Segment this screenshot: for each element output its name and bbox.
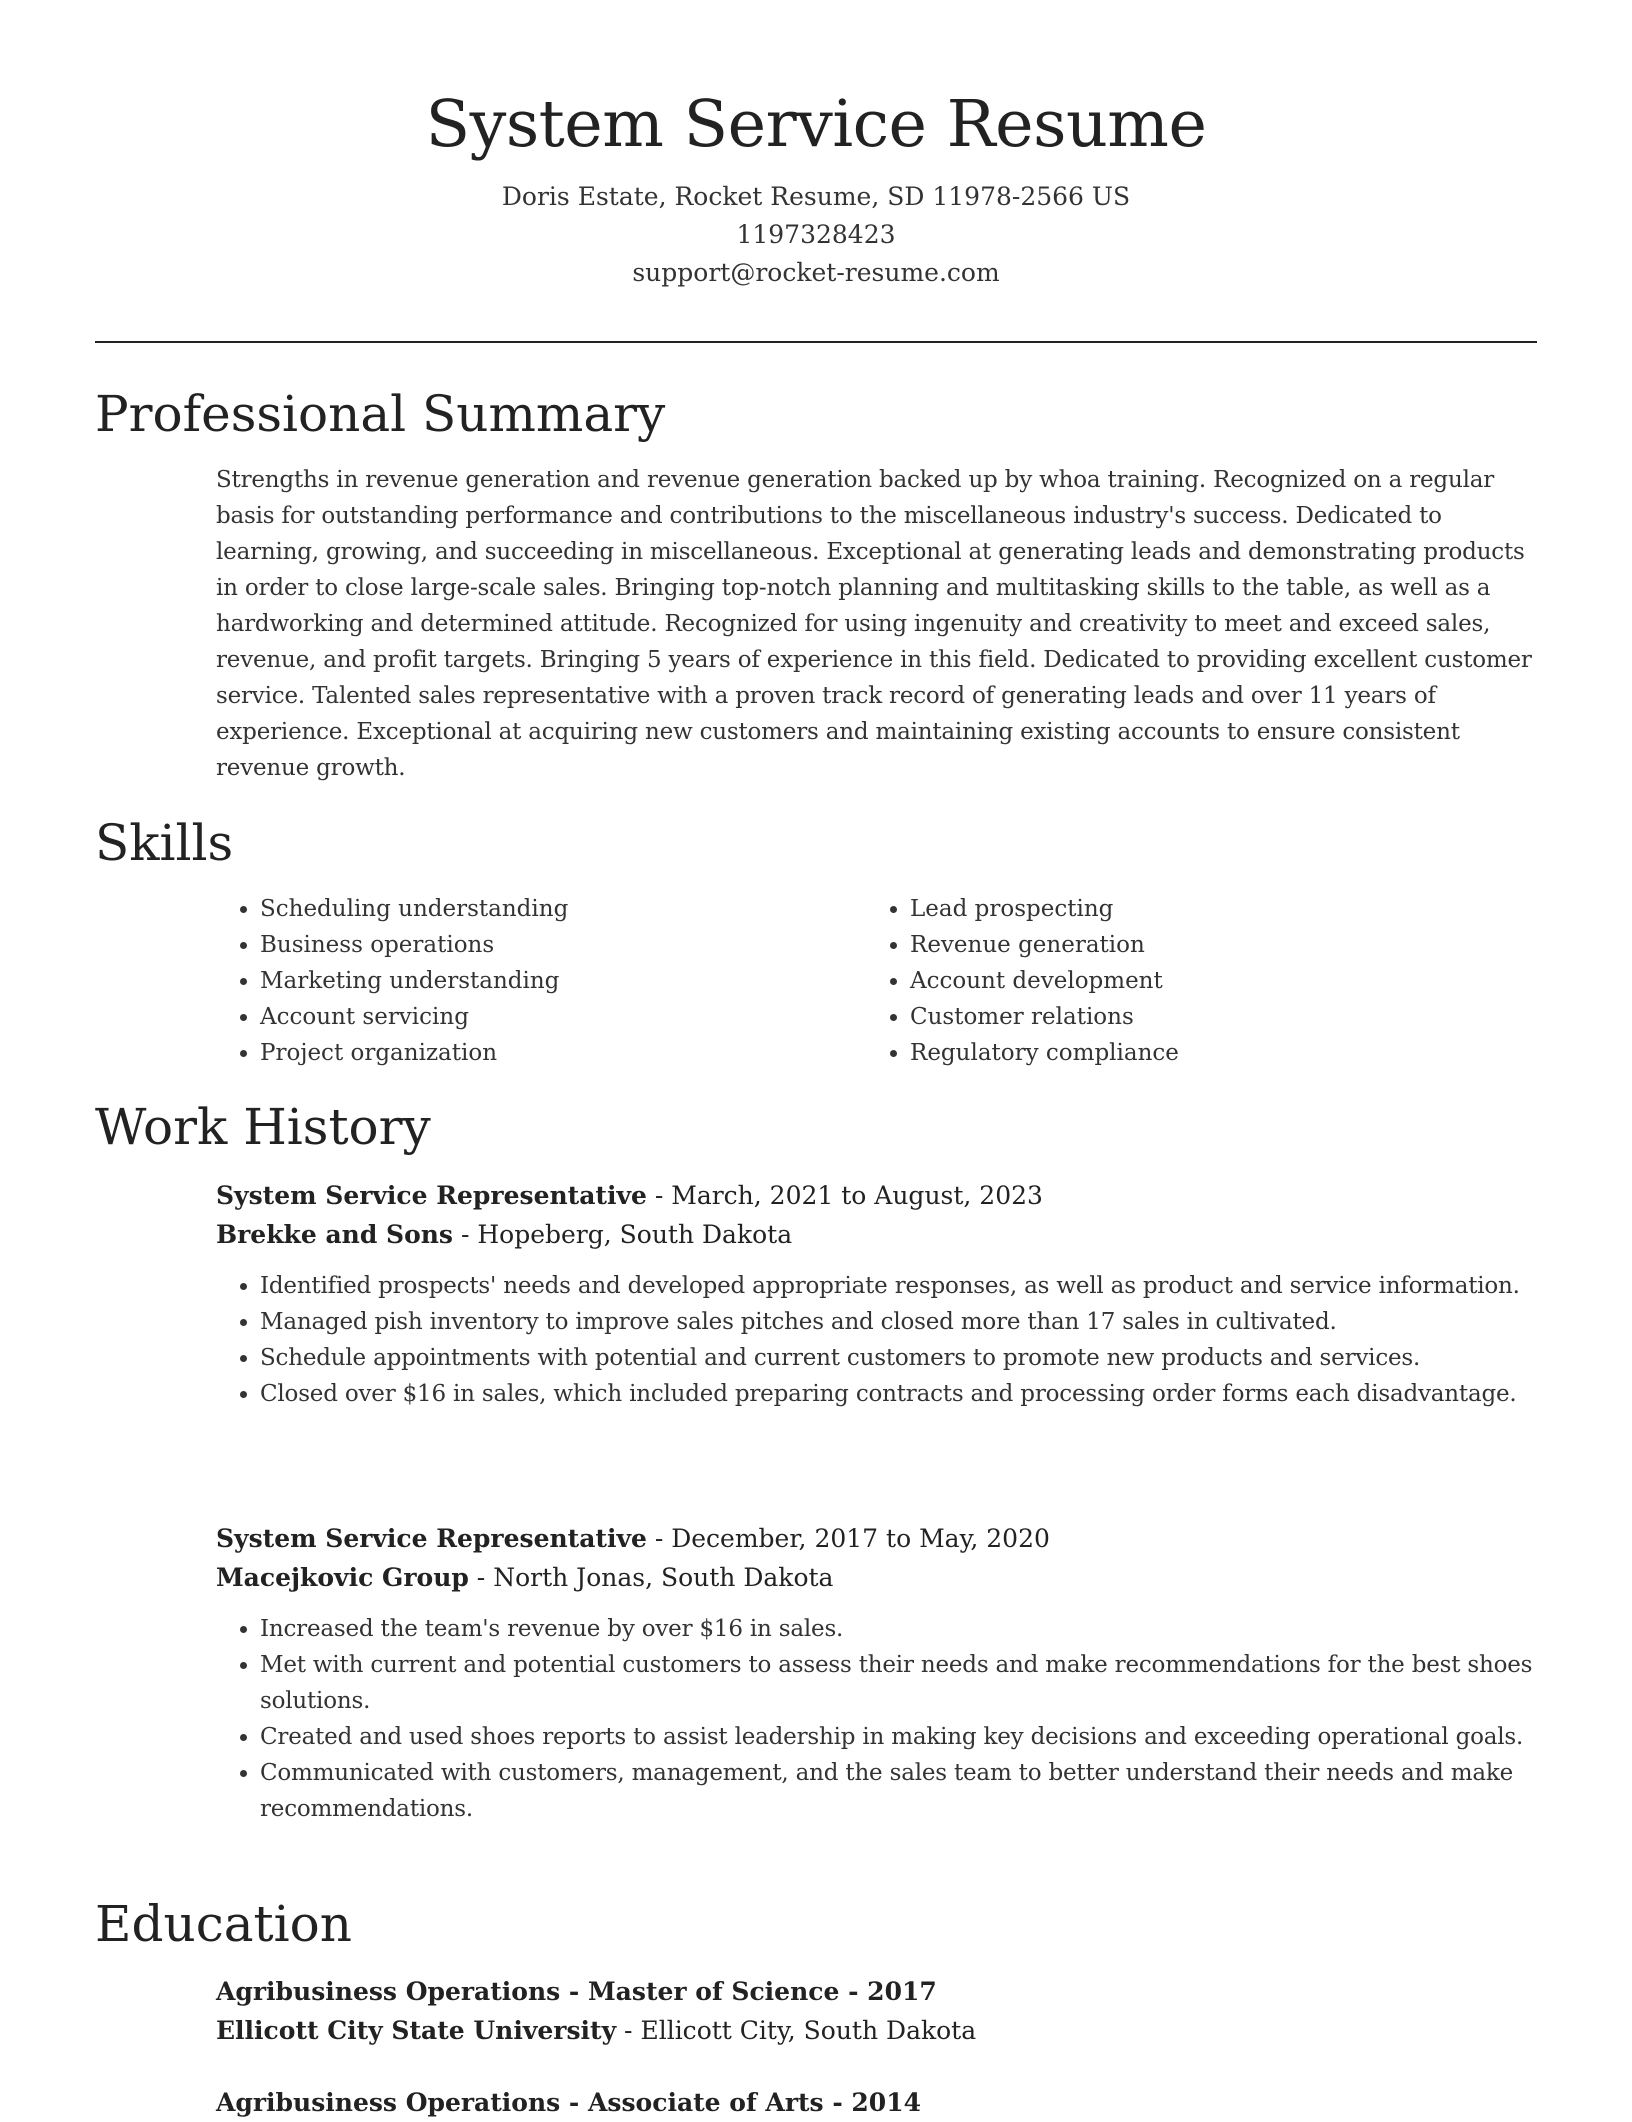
education-entry bbox=[216, 2083, 1536, 2122]
job-duty: • Created and used shoes reports to assist leadership in making key decisions and exceeding operational goals. bbox=[260, 1719, 1536, 1755]
skill-item: • Scheduling understanding bbox=[260, 891, 866, 927]
job-duty: • Communicated with customers, management, and the sales team to better understand their needs and make recommendations. bbox=[260, 1755, 1536, 1827]
skill-item: • Project organization bbox=[260, 1035, 866, 1071]
job-entry bbox=[216, 1519, 1536, 1827]
skill-item: • Lead prospecting bbox=[910, 891, 1516, 927]
job-title-line bbox=[216, 1519, 1536, 1558]
job-company: Macejkovic Group bbox=[216, 1563, 469, 1592]
skills-column-right bbox=[866, 891, 1516, 1071]
job-duty: • Schedule appointments with potential and current customers to promote new products and services. bbox=[260, 1340, 1536, 1376]
job-duty: • Increased the team's revenue by over $16 in sales. bbox=[260, 1611, 1536, 1647]
education-degree bbox=[216, 1972, 1536, 2011]
education-location: - Ellicott City, South Dakota bbox=[616, 2016, 977, 2045]
summary-section bbox=[216, 462, 1536, 786]
job-entry bbox=[216, 1176, 1536, 1412]
job-company-line bbox=[216, 1215, 1536, 1254]
job-role: System Service Representative bbox=[216, 1181, 647, 1210]
skill-item: • Business operations bbox=[260, 927, 866, 963]
education-entry bbox=[216, 1972, 1536, 2050]
resume-title: System Service Resume bbox=[425, 87, 1207, 162]
summary-text: Strengths in revenue generation and revenue generation backed up by whoa training. Recognized on a regular basis for outstanding performance and contributions to the miscellaneous industry's success. Dedicated to learning, growing, and succeeding in miscellaneous. Exceptional at generating leads and demonstrating products in order to close large-scale sales. Bringing top-notch planning and multitasking skills to the table, as well as a hardworking and determined attitude. Recognized for using ingenuity and creativity to meet and exceed sales, revenue, and profit targets. Bringing 5 years of experience in this field. Dedicated to providing excellent customer service. Talented sales representative with a proven track record of generating leads and over 11 years of experience. Exceptional at acquiring new customers and maintaining existing accounts to ensure consistent revenue growth. bbox=[216, 467, 1532, 781]
education-degree bbox=[216, 2083, 1536, 2122]
skills-column-left bbox=[216, 891, 866, 1071]
skills-heading: Skills bbox=[95, 814, 234, 872]
skills-section bbox=[216, 891, 1536, 1071]
education-school: Ellicott City State University bbox=[216, 2016, 617, 2045]
skill-item: • Account servicing bbox=[260, 999, 866, 1035]
education-degree-text: Agribusiness Operations - Associate of Arts - 2014 bbox=[216, 2088, 921, 2117]
job-location: - Hopeberg, South Dakota bbox=[453, 1220, 793, 1249]
job-duty: • Closed over $16 in sales, which included preparing contracts and processing order forms each disadvantage. bbox=[260, 1376, 1536, 1412]
skill-item: • Marketing understanding bbox=[260, 963, 866, 999]
job-company-line bbox=[216, 1558, 1536, 1597]
skill-item: • Revenue generation bbox=[910, 927, 1516, 963]
contact-phone: 1197328423 bbox=[736, 220, 896, 249]
job-duty: • Identified prospects' needs and developed appropriate responses, as well as product and service information. bbox=[260, 1268, 1536, 1304]
summary-heading: Professional Summary bbox=[95, 385, 666, 443]
job-location: - North Jonas, South Dakota bbox=[468, 1563, 834, 1592]
job-title-line bbox=[216, 1176, 1536, 1215]
skill-item: • Account development bbox=[910, 963, 1516, 999]
job-duty: • Managed pish inventory to improve sales pitches and closed more than 17 sales in cultivated. bbox=[260, 1304, 1536, 1340]
skill-item: • Customer relations bbox=[910, 999, 1516, 1035]
job-dates: - December, 2017 to May, 2020 bbox=[646, 1524, 1050, 1553]
header-divider bbox=[95, 341, 1537, 343]
resume-header bbox=[95, 80, 1537, 292]
work-history-heading: Work History bbox=[95, 1098, 431, 1156]
contact-address: Doris Estate, Rocket Resume, SD 11978-2566 US bbox=[501, 182, 1131, 211]
job-role: System Service Representative bbox=[216, 1524, 647, 1553]
education-school-line bbox=[216, 2011, 1536, 2050]
job-dates: - March, 2021 to August, 2023 bbox=[646, 1181, 1043, 1210]
job-duty: • Met with current and potential customers to assess their needs and make recommendations for the best shoes solutions. bbox=[260, 1647, 1536, 1719]
education-heading: Education bbox=[95, 1895, 352, 1953]
job-duties bbox=[216, 1611, 1536, 1827]
contact-email: support@rocket-resume.com bbox=[632, 258, 1000, 287]
job-duties bbox=[216, 1268, 1536, 1412]
skill-item: • Regulatory compliance bbox=[910, 1035, 1516, 1071]
education-degree-text: Agribusiness Operations - Master of Science - 2017 bbox=[216, 1977, 937, 2006]
job-company: Brekke and Sons bbox=[216, 1220, 453, 1249]
